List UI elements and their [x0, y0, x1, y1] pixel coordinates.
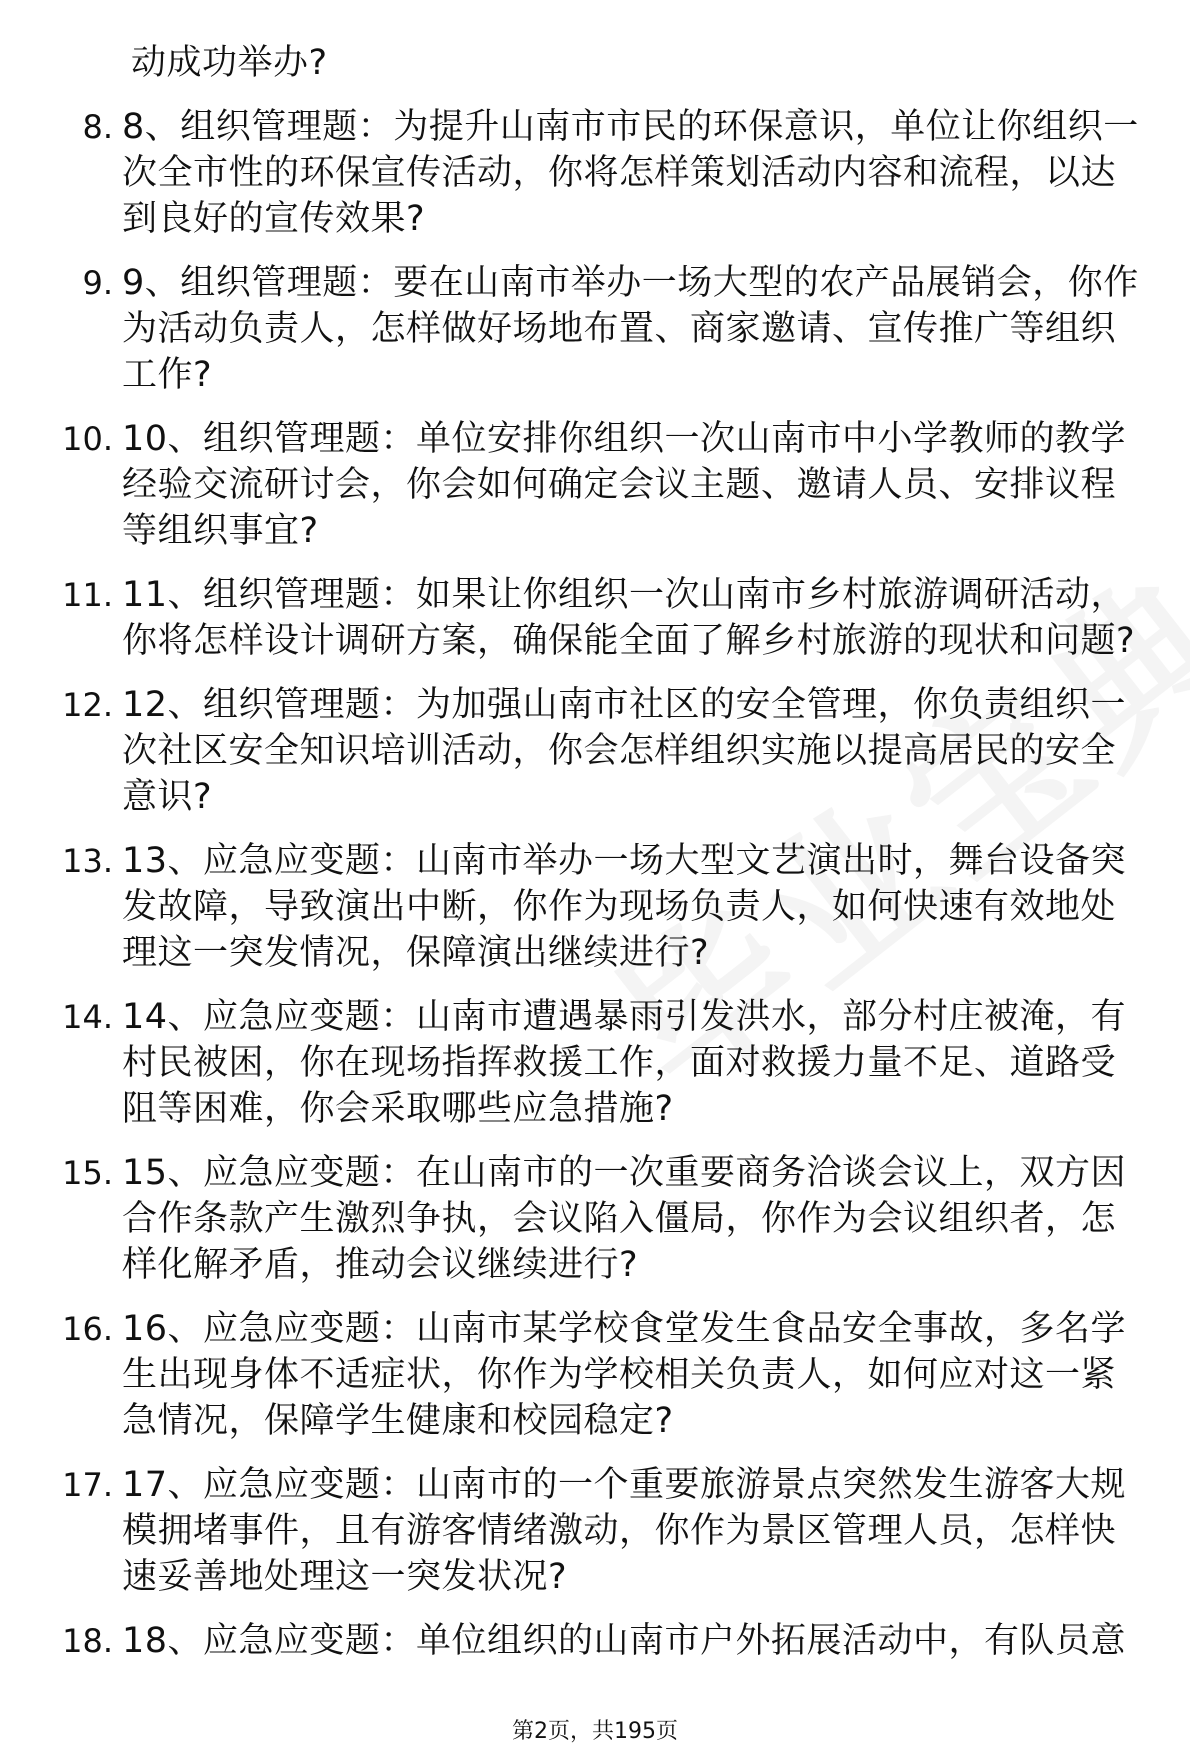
question-number: 18.	[62, 1622, 113, 1660]
question-item	[0, 994, 1190, 1132]
question-number: 17.	[62, 1466, 113, 1504]
question-text: 8、组织管理题：为提升山南市市民的环保意识，单位让你组织一次全市性的环保宣传活动，你将怎样策划活动内容和流程，以达到良好的宣传效果?	[122, 107, 1139, 239]
question-text: 9、组织管理题：要在山南市举办一场大型的农产品展销会，你作为活动负责人，怎样做好场地布置、商家邀请、宣传推广等组织工作?	[122, 263, 1139, 395]
question-item	[0, 260, 1190, 398]
continuation-text: 动成功举办?	[131, 43, 328, 83]
question-item	[0, 1618, 1190, 1664]
question-number: 12.	[62, 686, 113, 724]
question-text: 18、应急应变题：单位组织的山南市户外拓展活动中，有队员意	[122, 1621, 1127, 1661]
document-body	[0, 40, 1190, 1664]
question-number: 13.	[62, 842, 113, 880]
question-item	[0, 1462, 1190, 1600]
question-number: 15.	[62, 1154, 113, 1192]
question-text: 13、应急应变题：山南市举办一场大型文艺演出时，舞台设备突发故障，导致演出中断，你作为现场负责人，如何快速有效地处理这一突发情况，保障演出继续进行?	[122, 841, 1127, 973]
question-text: 15、应急应变题：在山南市的一次重要商务洽谈会议上，双方因合作条款产生激烈争执，会议陷入僵局，你作为会议组织者，怎样化解矛盾，推动会议继续进行?	[122, 1153, 1127, 1285]
question-item	[0, 682, 1190, 820]
question-item	[0, 572, 1190, 664]
question-text: 12、组织管理题：为加强山南市社区的安全管理，你负责组织一次社区安全知识培训活动，你会怎样组织实施以提高居民的安全意识?	[122, 685, 1127, 817]
question-item	[0, 416, 1190, 554]
question-text: 10、组织管理题：单位安排你组织一次山南市中小学教师的教学经验交流研讨会，你会如何确定会议主题、邀请人员、安排议程等组织事宜?	[122, 419, 1127, 551]
question-item	[0, 104, 1190, 242]
question-number: 11.	[62, 576, 113, 614]
question-number: 10.	[62, 420, 113, 458]
question-item	[0, 838, 1190, 976]
question-text: 14、应急应变题：山南市遭遇暴雨引发洪水，部分村庄被淹，有村民被困，你在现场指挥救援工作，面对救援力量不足、道路受阻等困难，你会采取哪些应急措施?	[122, 997, 1127, 1129]
question-text: 16、应急应变题：山南市某学校食堂发生食品安全事故，多名学生出现身体不适症状，你作为学校相关负责人，如何应对这一紧急情况，保障学生健康和校园稳定?	[122, 1309, 1127, 1441]
question-number: 16.	[62, 1310, 113, 1348]
question-item	[0, 1150, 1190, 1288]
question-list	[0, 104, 1190, 1664]
question-text: 11、组织管理题：如果让你组织一次山南市乡村旅游调研活动，你将怎样设计调研方案，确保能全面了解乡村旅游的现状和问题?	[122, 575, 1136, 661]
question-number: 8.	[82, 108, 113, 146]
question-item	[0, 1306, 1190, 1444]
page-footer: 第2页，共195页	[512, 1719, 678, 1744]
question-number: 9.	[82, 264, 113, 302]
question-text: 17、应急应变题：山南市的一个重要旅游景点突然发生游客大规模拥堵事件，且有游客情绪激动，你作为景区管理人员，怎样快速妥善地处理这一突发状况?	[122, 1465, 1127, 1597]
question-number: 14.	[62, 998, 113, 1036]
